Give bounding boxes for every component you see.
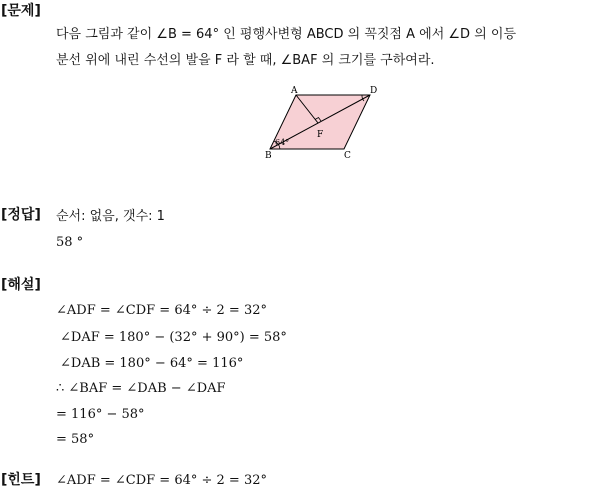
explanation-line-2: ∠DAF = 180° − (32° + 90°) = 58° [60,330,287,345]
answer-label: [정답] [1,207,41,223]
explanation-line-3: ∠DAB = 180° − 64° = 116° [60,356,244,371]
explanation-label: [해설] [1,277,41,293]
answer-value: 58 ° [56,235,84,250]
explanation-line-5: = 116° − 58° [56,407,145,422]
point-a-label: A [291,86,298,96]
angle-b-value: 64° [275,138,290,147]
explanation-line-4: ∴ ∠BAF = ∠DAB − ∠DAF [56,381,226,396]
explanation-line-6: = 58° [56,432,95,447]
hint-label: [힌트] [1,472,41,488]
point-c-label: C [344,151,351,160]
explanation-line-1: ∠ADF = ∠CDF = 64° ÷ 2 = 32° [56,303,267,318]
problem-text-line-2: 분선 위에 내린 수선의 발을 F 라 할 때, ∠BAF 의 크기를 구하여라. [56,53,435,68]
hint-text: ∠ADF = ∠CDF = 64° ÷ 2 = 32° [56,473,267,488]
problem-text-line-1: 다음 그림과 같이 ∠B = 64° 인 평행사변형 ABCD 의 꼭짓점 A 에서 ∠D 의 이등 [56,27,516,42]
problem-label: [문제] [1,3,41,19]
point-b-label: B [265,151,272,160]
point-d-label: D [370,86,378,96]
point-f-label: F [317,130,324,140]
parallelogram-figure [258,84,382,160]
answer-meta: 순서: 없음, 갯수: 1 [56,209,165,224]
